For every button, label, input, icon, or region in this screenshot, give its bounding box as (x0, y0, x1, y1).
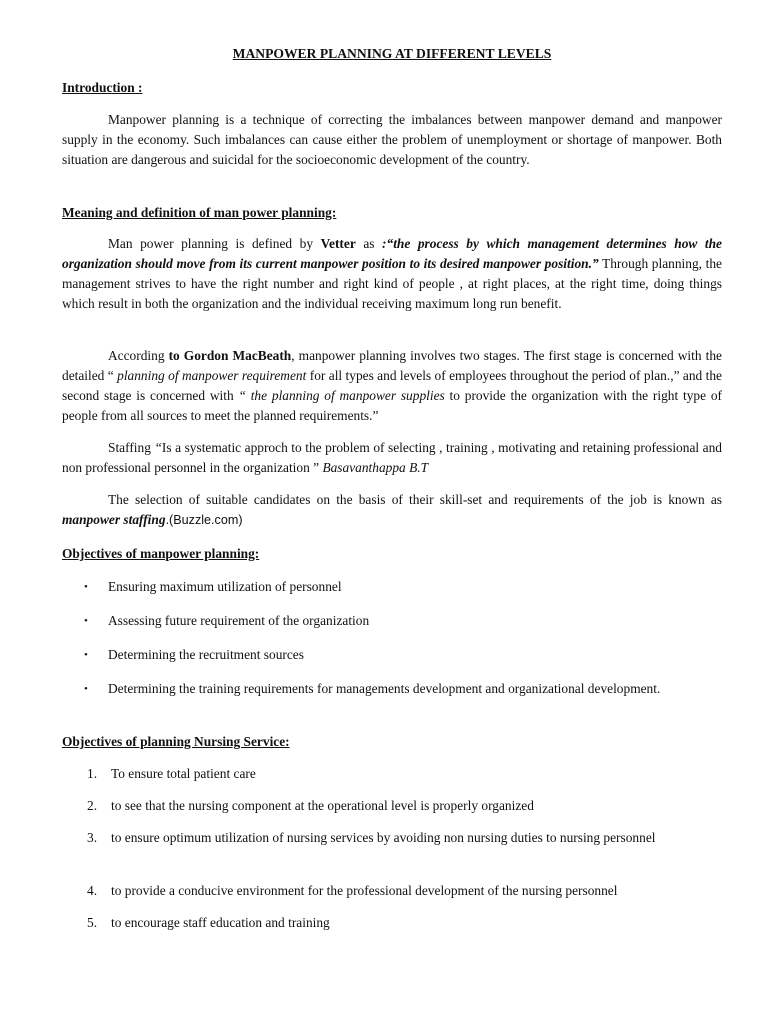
bullet-icon: • (84, 649, 88, 661)
vetter-name: Vetter (320, 236, 356, 251)
buzzle-citation: .(Buzzle.com) (165, 513, 243, 527)
bullet-icon: • (84, 615, 88, 627)
macbeath-paragraph: According to Gordon MacBeath, manpower planning involves two stages. The first stage is concerned with the detailed “ planning of manpower requirement for all types and levels of employees throughout the period of plan.,” and the second stage is concerned with “ the planning of manpower supplies to provide the organization with the right type of people from all sources to meet the planned requirements.” (62, 348, 722, 423)
vetter-definition-paragraph: Man power planning is defined by Vetter as :“the process by which management determines how the organization should move from its current manpower position to its desired manpower position.” Through planning, the management strives to have the right number and right kind of people , at right places, at the right time, doing things which result in both the organization and the individual receiving maximum long run benefit. (62, 236, 723, 311)
nursing-list-item: 3. to ensure optimum utilization of nursing services by avoiding non nursing duties to nursing personnel (87, 830, 656, 845)
manpower-staffing-term: manpower staffing (62, 512, 166, 527)
meaning-heading: Meaning and definition of man power planning: (62, 205, 337, 220)
bullet-icon: • (84, 683, 88, 695)
objectives-heading: Objectives of manpower planning: (62, 546, 260, 561)
bullet-icon: • (84, 581, 88, 593)
staffing-paragraph: Staffing “Is a systematic approch to the problem of selecting , training , motivating and retaining professional and non professional personnel in the organization ” Basavanthappa B.T (62, 440, 722, 475)
objective-list-item: • Assessing future requirement of the organization (84, 611, 704, 631)
document-title: MANPOWER PLANNING AT DIFFERENT LEVELS (232, 46, 552, 61)
nursing-list-item: 4. to provide a conducive environment for the professional development of the nursing personnel (87, 883, 618, 898)
nursing-list-item: 1. To ensure total patient care (87, 766, 256, 781)
staffing-citation: Basavanthappa B.T (322, 460, 429, 475)
selection-paragraph: The selection of suitable candidates on the basis of their skill-set and requirements of the job is known as manpower staffing.(Buzzle.com) (62, 492, 722, 527)
introduction-heading: Introduction : (62, 80, 143, 95)
objective-list-item: • Ensuring maximum utilization of personnel (84, 577, 704, 597)
nursing-list-item: 2. to see that the nursing component at the operational level is properly organized (87, 798, 534, 813)
objective-list-item: • Determining the training requirements for managements development and organizational development. (84, 679, 704, 699)
nursing-list-item: 5. to encourage staff education and training (87, 915, 330, 930)
introduction-paragraph: Manpower planning is a technique of correcting the imbalances between manpower demand and manpower supply in the economy. Such imbalances can cause either the problem of unemployment or shortage of manpower. Both situation are dangerous and suicidal for the socioeconomic development of the country. (62, 112, 722, 167)
macbeath-name: to Gordon MacBeath (168, 348, 292, 363)
nursing-objectives-heading: Objectives of planning Nursing Service: (62, 734, 290, 749)
vetter-quote: :“the process by which management determines how the organization should move from its current manpower position to its desired manpower position.” (62, 236, 722, 271)
objective-list-item: • Determining the recruitment sources (84, 645, 704, 665)
